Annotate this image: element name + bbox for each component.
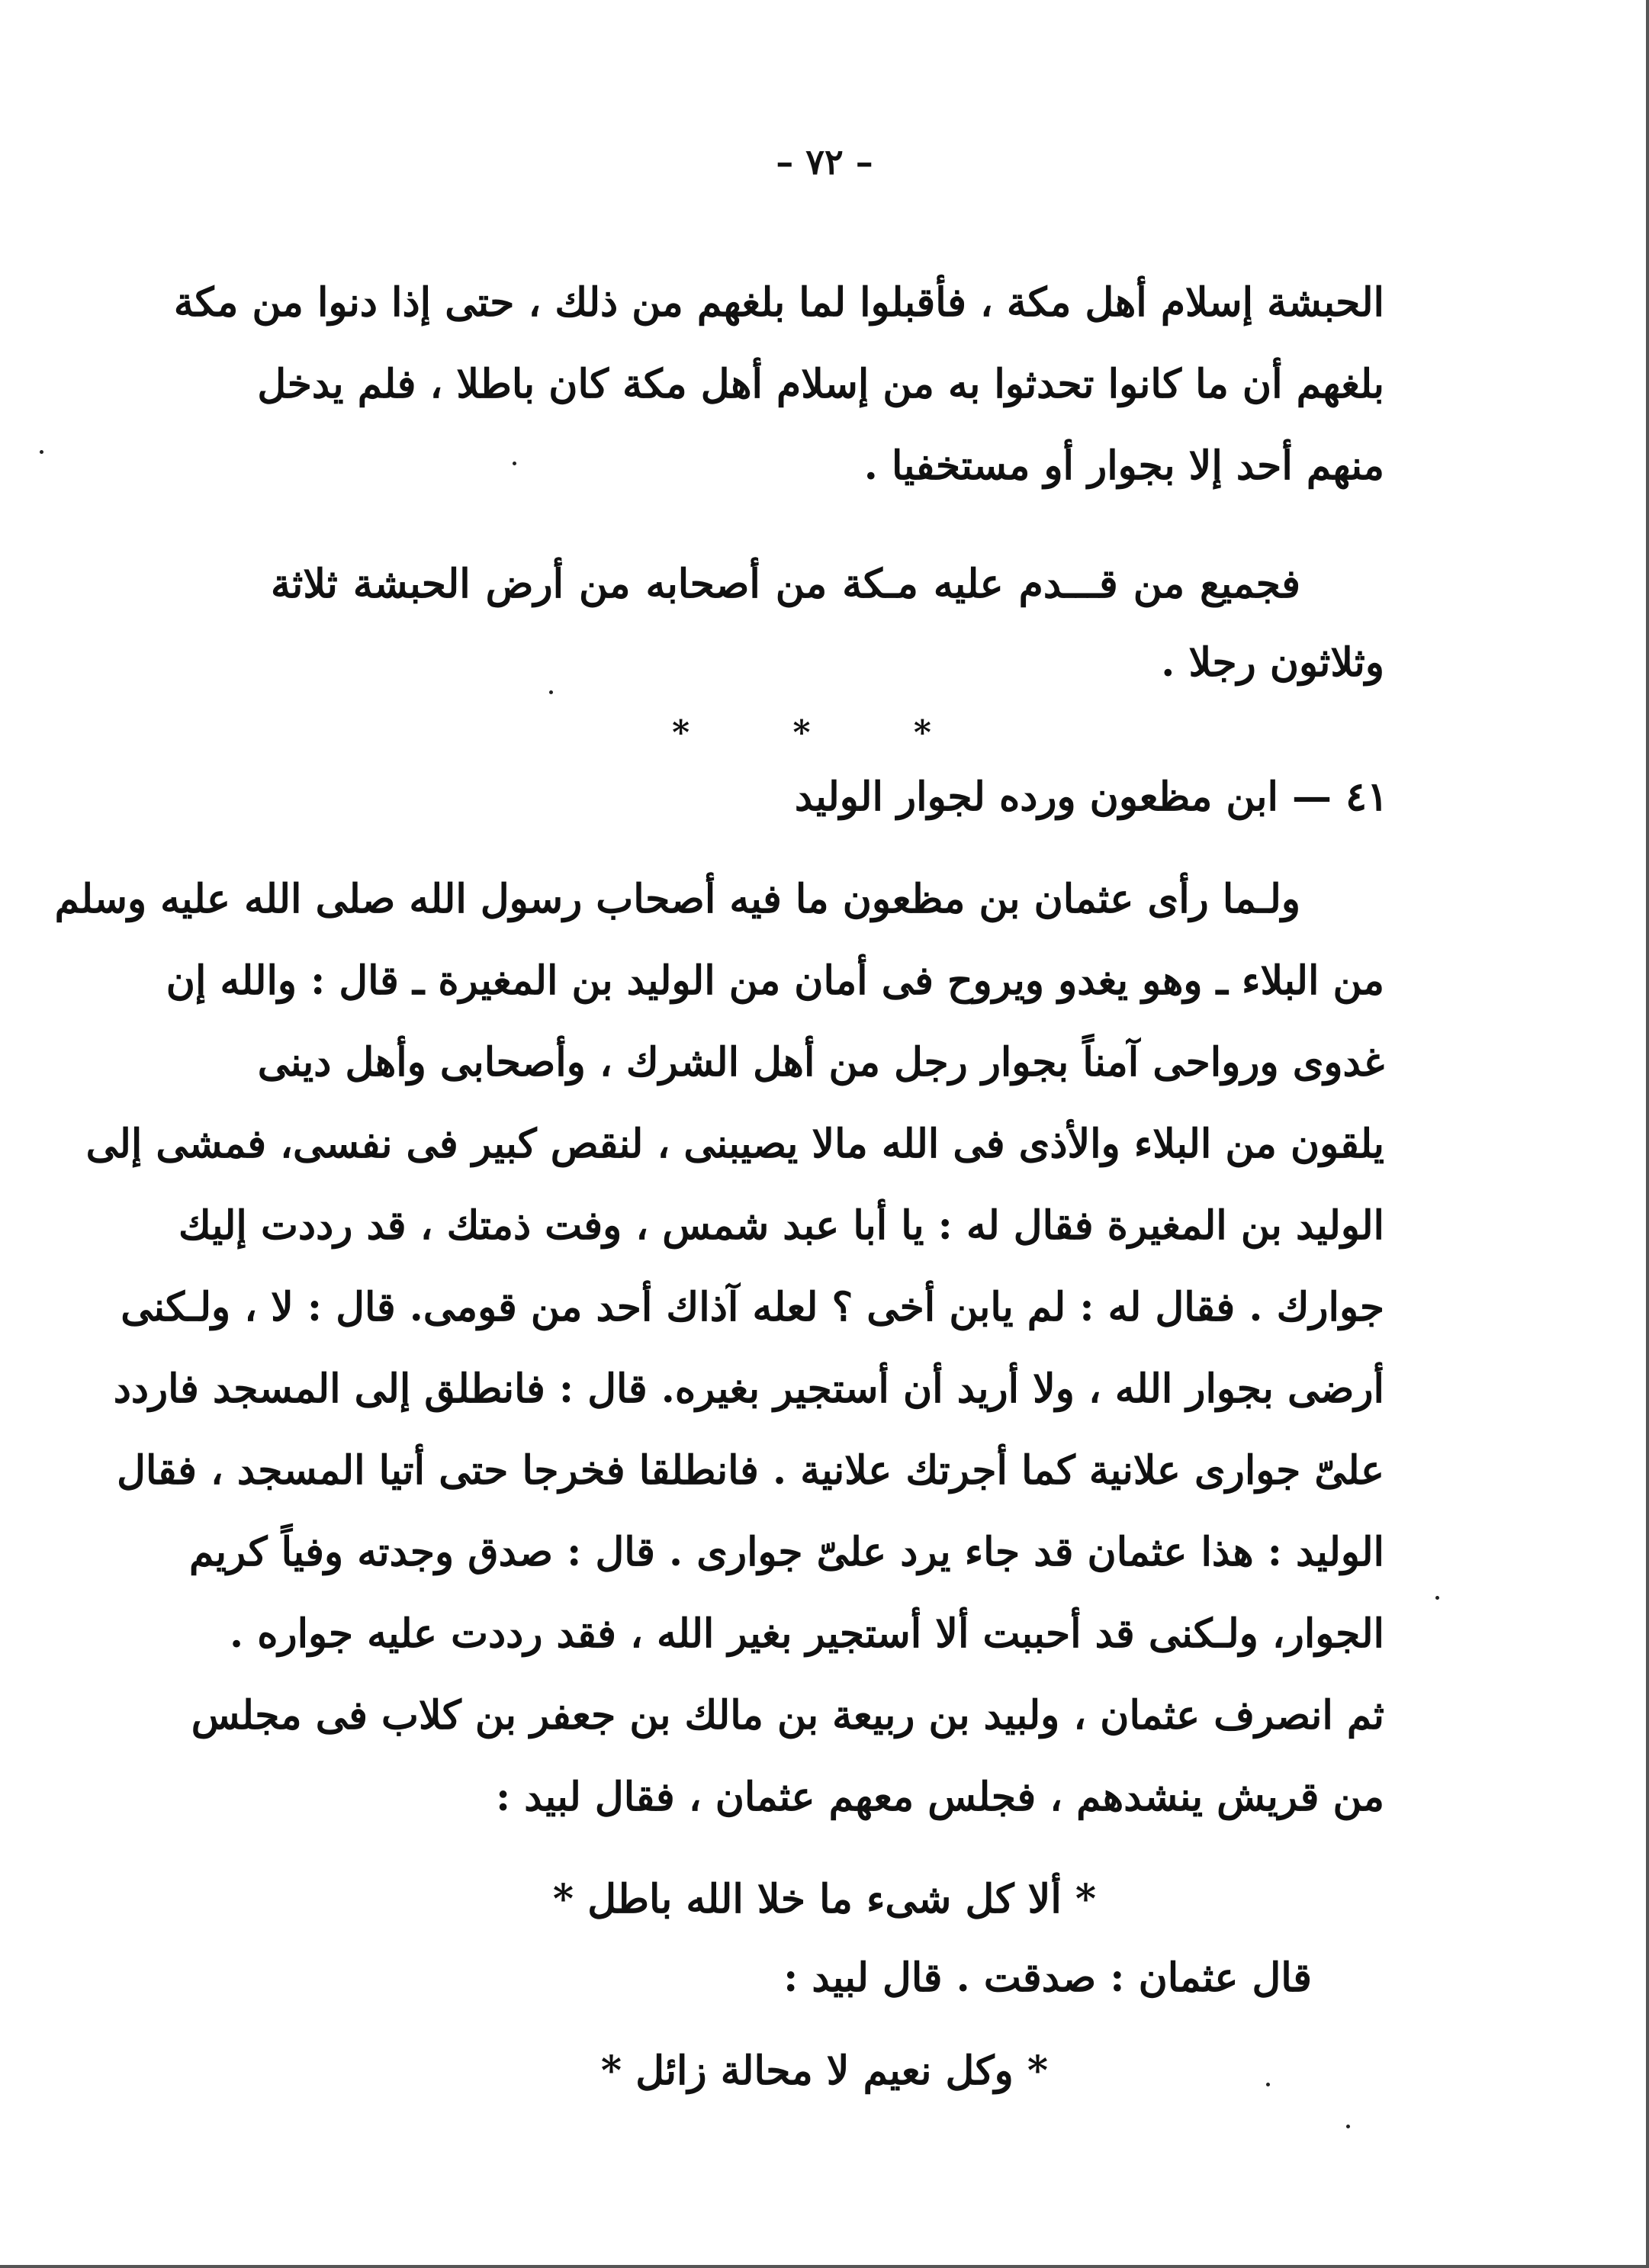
paragraph-3-line: الوليد : هذا عثمان قد جاء يرد علىّ جوارى . قال : صدق وجدته وفياً كريم: [189, 1529, 1384, 1575]
paragraph-1-line: منهم أحد إلا بجوار أو مستخفيا .: [863, 442, 1384, 489]
section-separator-stars: * * *: [672, 713, 977, 752]
scan-speck: [40, 450, 43, 454]
scan-speck: [1435, 1596, 1439, 1600]
paragraph-3-line: جوارك . فقال له : لم يابن أخى ؟ لعله آذاك أحد من قومى. قال : لا ، ولـكنى: [121, 1284, 1384, 1330]
paragraph-3-line: غدوى ورواحى آمناً بجوار رجل من أهل الشرك ، وأصحابى وأهل دينى: [257, 1039, 1384, 1086]
paragraph-3-line: أرضى بجوار الله ، ولا أريد أن أستجير بغيره. قال : فانطلق إلى المسجد فاردد: [113, 1366, 1384, 1412]
paragraph-3-line: علىّ جوارى علانية كما أجرتك علانية . فانطلقا فخرجا حتى أتيا المسجد ، فقال: [117, 1447, 1384, 1494]
scan-edge-bottom: [0, 2265, 1649, 2268]
paragraph-3-line: يلقون من البلاء والأذى فى الله مالا يصيبنى ، لنقص كبير فى نفسى، فمشى إلى: [85, 1121, 1384, 1167]
paragraph-2-line: فجميع من قـــدم عليه مـكة من أصحابه من أرض الحبشة ثلاثة: [271, 561, 1300, 607]
paragraph-3-line: ولـما رأى عثمان بن مظعون ما فيه أصحاب رسول الله صلى الله عليه وسلم: [54, 876, 1300, 922]
paragraph-3-line: من قريش ينشدهم ، فجلس معهم عثمان ، فقال لبيد :: [496, 1774, 1384, 1820]
paragraph-1-line: الحبشة إسلام أهل مكة ، فأقبلوا لما بلغهم من ذلك ، حتى إذا دنوا من مكة: [173, 279, 1384, 326]
poem-verse-2: * وكل نعيم لا محالة زائل *: [600, 2048, 1049, 2094]
paragraph-1-line: بلغهم أن ما كانوا تحدثوا به من إسلام أهل مكة كان باطلا ، فلم يدخل: [257, 361, 1384, 407]
paragraph-2-line: وثلاثون رجلا .: [1161, 639, 1384, 686]
paragraph-3-line: الجوار، ولـكنى قد أحببت ألا أستجير بغير الله ، فقد رددت عليه جواره .: [230, 1610, 1384, 1657]
page-number: – ٧٢ –: [776, 141, 873, 182]
paragraph-1: [173, 262, 1384, 507]
scan-speck: [1346, 2125, 1350, 2128]
paragraph-2: [271, 543, 1384, 701]
scan-speck: [513, 462, 516, 465]
reply-line: قال عثمان : صدقت . قال لبيد :: [783, 1954, 1312, 2001]
paragraph-3-line: ثم انصرف عثمان ، ولبيد بن ربيعة بن مالك بن جعفر بن كلاب فى مجلس: [191, 1692, 1384, 1739]
scan-speck: [1266, 2083, 1270, 2086]
section-heading: ٤١ — ابن مظعون ورده لجوار الوليد: [794, 774, 1388, 820]
paragraph-3-line: من البلاء ـ وهو يغدو ويروح فى أمان من الوليد بن المغيرة ـ قال : والله إن: [166, 957, 1384, 1004]
paragraph-3-line: الوليد بن المغيرة فقال له : يا أبا عبد شمس ، وفت ذمتك ، قد رددت إليك: [178, 1202, 1384, 1249]
poem-verse-1: * ألا كل شىء ما خلا الله باطل *: [552, 1876, 1097, 1922]
scan-edge-right: [1646, 0, 1649, 2268]
paragraph-3: [54, 858, 1384, 1838]
scan-speck: [549, 690, 553, 694]
